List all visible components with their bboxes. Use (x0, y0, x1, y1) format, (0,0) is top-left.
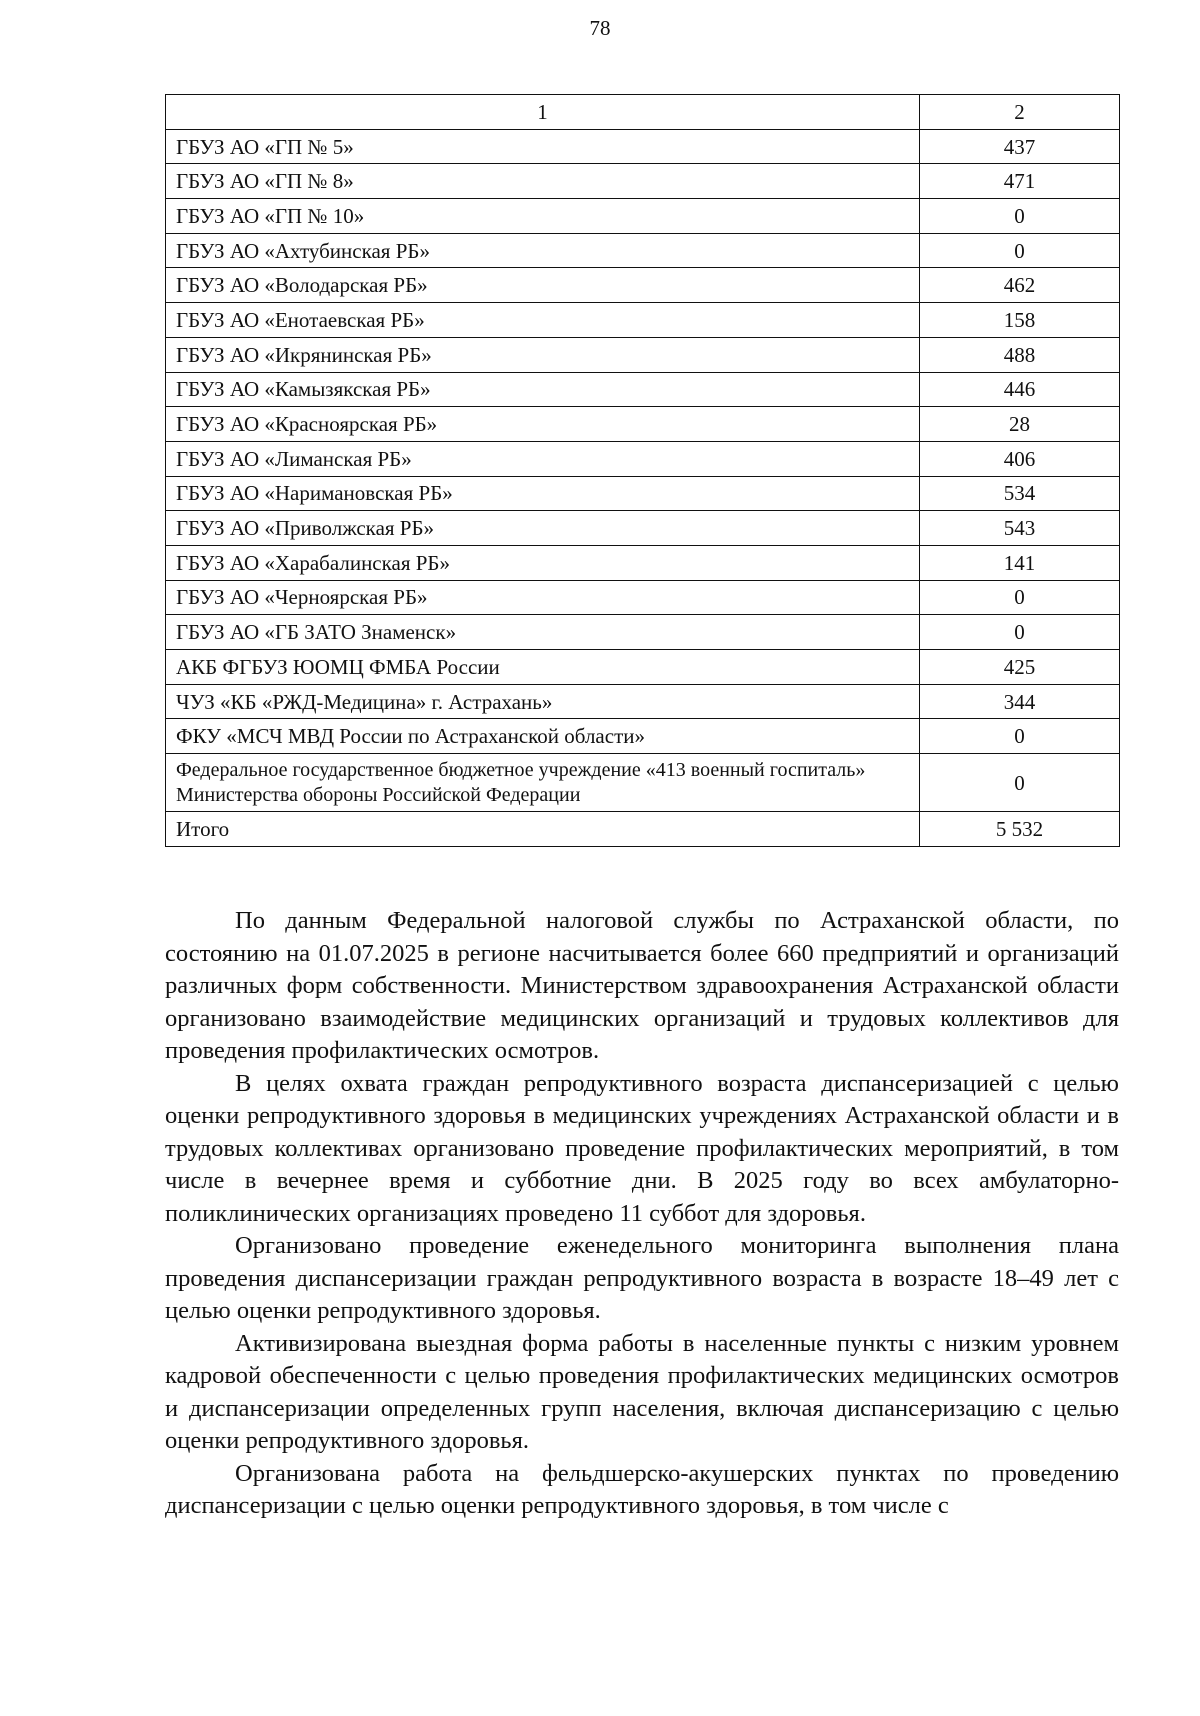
paragraph: Организовано проведение еженедельного мониторинга выполнения плана проведения диспансеризации граждан репродуктивного возраста в возрасте 18–49 лет с целью оценки репродуктивного здоровья. (165, 1232, 1119, 1324)
organization-name: ГБУЗ АО «Енотаевская РБ» (166, 303, 920, 338)
count-value: 543 (920, 511, 1120, 546)
table-row (166, 545, 1120, 580)
paragraph: Организована работа на фельдшерско-акушерских пунктах по проведению диспансеризации с целью оценки репродуктивного здоровья, в том числе с (165, 1459, 1119, 1519)
count-value: 158 (920, 303, 1120, 338)
organization-name: ГБУЗ АО «Красноярская РБ» (166, 407, 920, 442)
table-row (166, 441, 1120, 476)
table-row (166, 303, 1120, 338)
organization-name: ГБУЗ АО «Камызякская РБ» (166, 372, 920, 407)
count-value: 0 (920, 754, 1120, 812)
count-value: 406 (920, 441, 1120, 476)
organization-name: ГБУЗ АО «Лиманская РБ» (166, 441, 920, 476)
organization-name: ГБУЗ АО «Икрянинская РБ» (166, 337, 920, 372)
organization-name: Федеральное государственное бюджетное учреждение «413 военный госпиталь» Министерства обороны Российской Федерации (166, 754, 920, 812)
count-value: 437 (920, 129, 1120, 164)
paragraph: Активизирована выездная форма работы в населенные пункты с низким уровнем кадровой обеспеченности с целью проведения профилактических медицинских осмотров и диспансеризации определенных групп населения, включая диспансеризацию с целью оценки репродуктивного здоровья. (165, 1329, 1119, 1454)
table-row (166, 407, 1120, 442)
paragraph: В целях охвата граждан репродуктивного возраста диспансеризацией с целью оценки репродуктивного здоровья в медицинских учреждениях Астраханской области и в трудовых коллективах организовано проведение профилактических мероприятий, в том числе в вечернее время и субботние дни. В 2025 году во всех амбулаторно-поликлинических организациях проведено 11 суббот для здоровья. (165, 1069, 1119, 1227)
table-row (166, 580, 1120, 615)
table-row (166, 337, 1120, 372)
table-row (166, 164, 1120, 199)
organization-name: ГБУЗ АО «ГП № 10» (166, 199, 920, 234)
count-value: 141 (920, 545, 1120, 580)
count-value: 488 (920, 337, 1120, 372)
count-value: 534 (920, 476, 1120, 511)
organization-name: ГБУЗ АО «Ахтубинская РБ» (166, 233, 920, 268)
table-row (166, 233, 1120, 268)
total-label: Итого (166, 812, 920, 847)
page-number: 78 (589, 16, 611, 40)
organization-name: ГБУЗ АО «Приволжская РБ» (166, 511, 920, 546)
table-row (166, 754, 1120, 812)
table-row (166, 650, 1120, 685)
total-value: 5 532 (920, 812, 1120, 847)
count-value: 0 (920, 233, 1120, 268)
table-row (166, 719, 1120, 754)
column-header-1: 1 (166, 95, 920, 130)
count-value: 28 (920, 407, 1120, 442)
organization-name: ГБУЗ АО «ГП № 5» (166, 129, 920, 164)
body-text (165, 905, 1119, 1523)
organization-name: ГБУЗ АО «Черноярская РБ» (166, 580, 920, 615)
count-value: 425 (920, 650, 1120, 685)
count-value: 0 (920, 580, 1120, 615)
table-row (166, 199, 1120, 234)
table-row (166, 476, 1120, 511)
count-value: 471 (920, 164, 1120, 199)
organization-name: ФКУ «МСЧ МВД России по Астраханской области» (166, 719, 920, 754)
table-header-row (166, 95, 1120, 130)
count-value: 462 (920, 268, 1120, 303)
count-value: 0 (920, 199, 1120, 234)
organization-name: АКБ ФГБУЗ ЮОМЦ ФМБА России (166, 650, 920, 685)
organization-name: ГБУЗ АО «ГП № 8» (166, 164, 920, 199)
table-row (166, 372, 1120, 407)
count-value: 0 (920, 615, 1120, 650)
paragraph: По данным Федеральной налоговой службы по Астраханской области, по состоянию на 01.07.2025 в регионе насчитывается более 660 предприятий и организаций различных форм собственности. Министерством здравоохранения Астраханской области организовано взаимодействие медицинских организаций и трудовых коллективов для проведения профилактических осмотров. (165, 907, 1119, 1064)
count-value: 446 (920, 372, 1120, 407)
count-value: 0 (920, 719, 1120, 754)
table-row (166, 684, 1120, 719)
table-row (166, 129, 1120, 164)
table-row (166, 615, 1120, 650)
organization-name: ГБУЗ АО «ГБ ЗАТО Знаменск» (166, 615, 920, 650)
table-row (166, 268, 1120, 303)
table-row (166, 511, 1120, 546)
organization-name: ЧУЗ «КБ «РЖД-Медицина» г. Астрахань» (166, 684, 920, 719)
organization-name: ГБУЗ АО «Наримановская РБ» (166, 476, 920, 511)
column-header-2: 2 (920, 95, 1120, 130)
table-total-row (166, 812, 1120, 847)
data-table (165, 94, 1120, 847)
count-value: 344 (920, 684, 1120, 719)
organization-name: ГБУЗ АО «Харабалинская РБ» (166, 545, 920, 580)
organization-name: ГБУЗ АО «Володарская РБ» (166, 268, 920, 303)
